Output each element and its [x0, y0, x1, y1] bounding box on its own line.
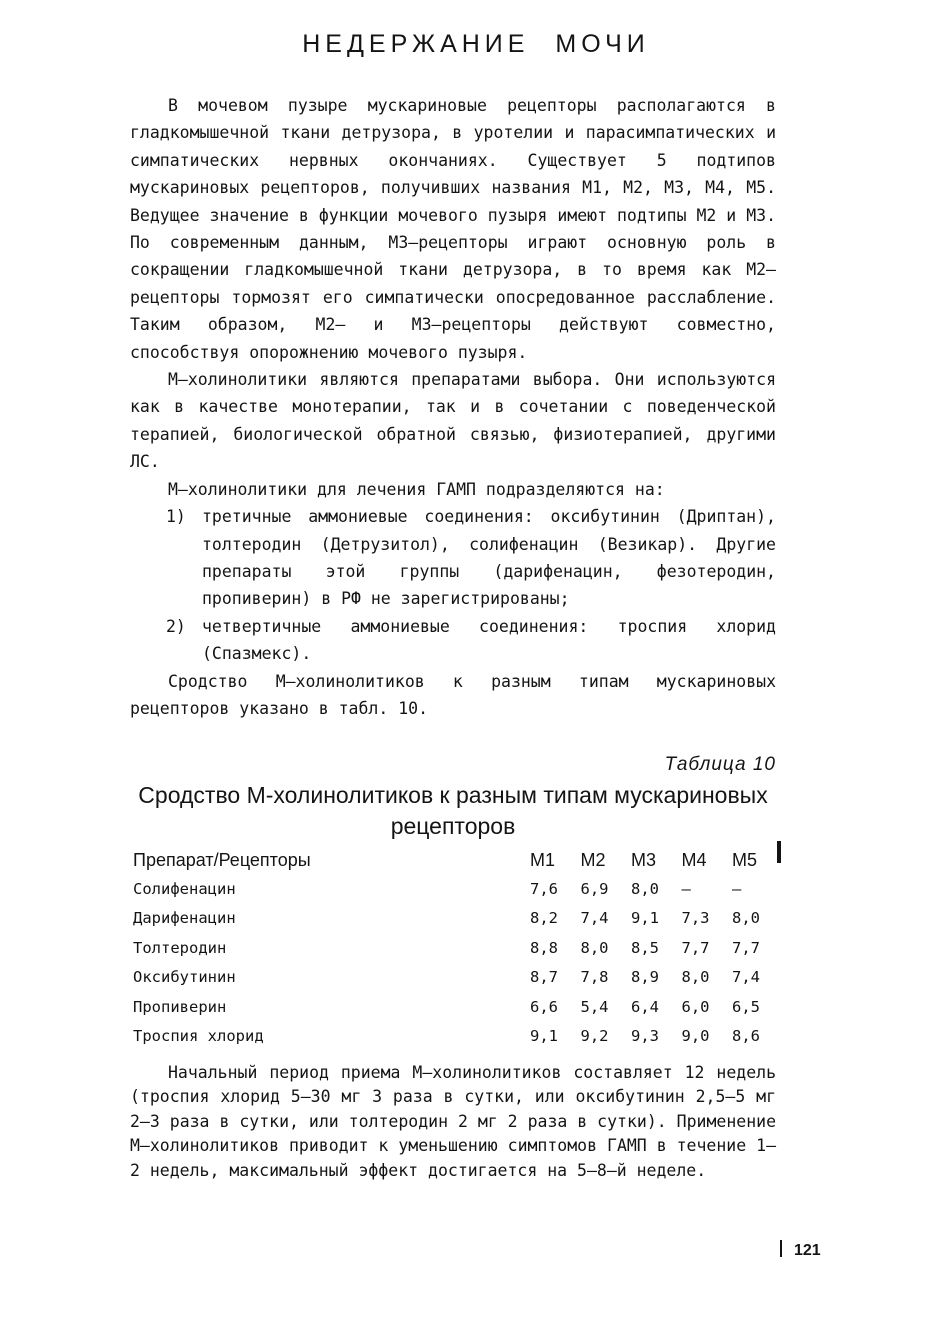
list-item-text: третичные аммониевые соединения: оксибутинин (Дриптан), толтеродин (Детрузитол), солифенацин (Везикар). Другие препараты этой группы (дарифенацин, фезотеродин, пропиверин) в РФ не зарегистрированы; [202, 507, 776, 609]
column-header: М4 [681, 849, 707, 870]
affinity-value: 9,2 [580, 1027, 609, 1046]
affinity-value: 6,9 [580, 879, 609, 898]
drug-name: Пропиверин [133, 997, 227, 1016]
affinity-value: 9,1 [631, 909, 659, 928]
page-number-block [780, 1240, 821, 1260]
affinity-value: 8,0 [732, 909, 760, 928]
affinity-value: 7,6 [530, 879, 558, 898]
body-text-bottom [130, 1061, 776, 1183]
table-row [133, 874, 783, 904]
affinity-value: 5,4 [580, 997, 609, 1016]
affinity-value: 9,3 [631, 1027, 659, 1046]
affinity-value: 7,4 [732, 968, 760, 987]
column-header: М2 [580, 849, 606, 870]
affinity-value: 8,0 [681, 968, 710, 987]
affinity-value: — [732, 879, 742, 898]
affinity-value: 8,7 [530, 968, 558, 987]
table-row [133, 1022, 783, 1052]
affinity-value: 7,3 [681, 909, 710, 928]
affinity-value: 8,5 [631, 938, 659, 957]
list-number: 2) [166, 616, 186, 636]
affinity-value: 6,5 [732, 997, 760, 1016]
table-row [133, 933, 783, 963]
paragraph: Сродство М–холинолитиков к разным типам мускариновых рецепторов указано в табл. 10. [130, 671, 776, 718]
table-row [133, 963, 783, 993]
table-title: Сродство М-холинолитиков к разным типам мускариновых рецепторов [138, 782, 768, 839]
affinity-value: 9,0 [681, 1027, 710, 1046]
table-row [133, 992, 783, 1022]
affinity-value: 8,6 [732, 1027, 760, 1046]
drug-name: Троспия хлорид [133, 1027, 264, 1046]
list-item [130, 613, 776, 668]
affinity-value: 8,8 [530, 938, 558, 957]
page-number: 121 [794, 1242, 821, 1259]
paragraph: В мочевом пузыре мускариновые рецепторы располагаются в гладкомышечной ткани детрузора, в уротелии и парасимпатических и симпатических нервных окончаниях. Существует 5 подтипов мускариновых рецепторов, получивших названия М1, М2, М3, М4, М5. Ведущее значение в функции мочевого пузыря имеют подтипы М2 и М3. По современным данным, М3–рецепторы играют основную роль в сокращении гладкомышечной ткани детрузора, в то время как М2–рецепторы тормозят его симпатически опосредованное расслабление. Таким образом, М2– и М3–рецепторы действуют совместно, способствуя опорожнению мочевого пузыря. [130, 96, 776, 362]
paragraph: Начальный период приема М–холинолитиков составляет 12 недель (троспия хлорид 5–30 мг 3 раза в сутки, или оксибутинин 2,5–5 мг 2–3 раза в сутки, или толтеродин 2 мг 2 раза в сутки). Применение М–холинолитиков приводит к уменьшению симптомов ГАМП в течение 1–2 недель, максимальный эффект достигается на 5–8–й неделе. [130, 1063, 776, 1180]
page-number-separator [780, 1240, 782, 1257]
list-number: 1) [166, 507, 186, 527]
affinity-value: 7,8 [580, 968, 609, 987]
affinity-value: 7,4 [580, 909, 609, 928]
table-row [133, 904, 783, 934]
affinity-value: — [681, 879, 691, 898]
drug-name: Дарифенацин [133, 909, 236, 928]
drug-name: Оксибутинин [133, 968, 236, 987]
affinity-value: 8,0 [580, 938, 609, 957]
affinity-value: 8,9 [631, 968, 659, 987]
affinity-value: 8,0 [631, 879, 659, 898]
list-item-text: четвертичные аммониевые соединения: троспия хлорид (Спазмекс). [202, 616, 776, 664]
drug-name: Солифенацин [133, 879, 236, 898]
running-header: НЕДЕРЖАНИЕ МОЧИ [302, 30, 650, 58]
affinity-value: 8,2 [530, 909, 558, 928]
paragraph: М–холинолитики для лечения ГАМП подразделяются на: [168, 479, 665, 499]
body-text-top [130, 92, 776, 722]
column-header: М3 [631, 849, 657, 870]
affinity-value: 7,7 [681, 938, 710, 957]
receptor-affinity-table [133, 846, 783, 1051]
table-header-row [133, 846, 783, 874]
column-header: М1 [530, 849, 556, 870]
affinity-value: 6,6 [530, 997, 558, 1016]
paragraph: М–холинолитики являются препаратами выбора. Они используются как в качестве монотерапии, так и в сочетании с поведенческой терапией, биологической обратной связью, физиотерапией, другими ЛС. [130, 370, 776, 472]
affinity-value: 9,1 [530, 1027, 558, 1046]
list-item [130, 503, 776, 613]
affinity-value: 6,4 [631, 997, 659, 1016]
column-header: М5 [732, 849, 758, 870]
affinity-value: 6,0 [681, 997, 710, 1016]
anticholinergic-types-list [130, 503, 776, 667]
drug-name: Толтеродин [133, 938, 227, 957]
affinity-value: 7,7 [732, 938, 760, 957]
column-header: Препарат/Рецепторы [133, 849, 311, 870]
table-caption: Таблица 10 [664, 754, 776, 775]
